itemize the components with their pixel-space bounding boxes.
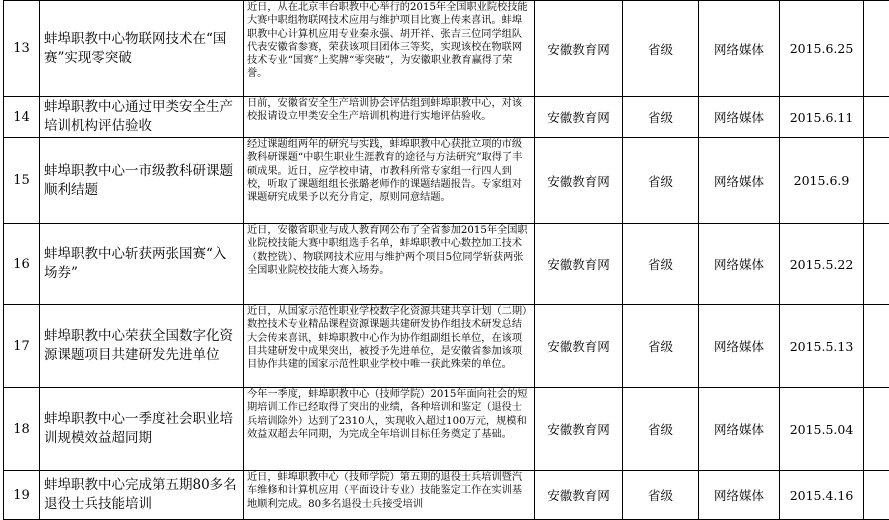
- row-number: 17: [4, 305, 40, 388]
- news-table: [3, 0, 889, 520]
- coverage-level: 省级: [623, 305, 699, 388]
- news-summary: [244, 388, 535, 471]
- news-summary-text: 日前，安徽省安全生产培训协会评估组到蚌埠职教中心，对该校报请设立甲类安全生产培训机构进行实地评估验收。: [247, 97, 531, 135]
- media-type: 网络媒体: [699, 388, 780, 471]
- media-type: 网络媒体: [699, 471, 780, 520]
- news-summary: [244, 1, 535, 97]
- remarks-cell: [864, 138, 889, 224]
- news-summary-text: 近日，安徽省职业与成人教育网公布了全省参加2015年全国职业院校技能大赛中职组选手名单，蚌埠职教中心数控加工技术（数控铣）、物联网技术应用与维护两个项目5位同学斩获两张全国职业院校技能大赛入场券。: [247, 224, 531, 302]
- table-row: [4, 97, 889, 138]
- coverage-level: 省级: [623, 138, 699, 224]
- row-number: 14: [4, 97, 40, 138]
- news-title: 蚌埠职教中心荣获全国数字化资源课题项目共建研发先进单位: [40, 305, 244, 388]
- source-site: 安徽教育网: [535, 388, 623, 471]
- table-row: [4, 305, 889, 388]
- publish-date: 2015.6.25: [780, 1, 864, 97]
- table-row: [4, 471, 889, 520]
- coverage-level: 省级: [623, 97, 699, 138]
- news-summary-text: 近日，蚌埠职教中心（技师学院）第五期的退役士兵培训暨汽车维修和计算机应用（平面设计专业）技能鉴定工作在实训基地顺利完成。80多名退役士兵接受培训: [247, 471, 531, 517]
- table-row: [4, 1, 889, 97]
- news-summary-text: 今年一季度，蚌埠职教中心（技师学院）2015年面向社会的短期培训工作已经取得了突出的业绩，各种培训和鉴定（退役士兵培训除外）达到了2310人，实现收入超过100万元，规模和效益双超去年同期，为完成全年培训目标任务奠定了基础。: [247, 388, 531, 468]
- news-summary: [244, 305, 535, 388]
- news-summary-text: 近日，从国家示范性职业学校数字化资源共建共享计划（二期）数控技术专业精品课程资源课题共建研发协作组技术研发总结大会传来喜讯，蚌埠职教中心作为协作组副组长单位，在该项目共建研发中成果突出，被授予先进单位，是安徽省参加该项目协作共建的国家示范性职业学校中唯一获此殊荣的单位。: [247, 305, 531, 385]
- publish-date: 2015.5.13: [780, 305, 864, 388]
- media-type: 网络媒体: [699, 224, 780, 305]
- news-title: 蚌埠职教中心一季度社会职业培训规模效益超同期: [40, 388, 244, 471]
- source-site: 安徽教育网: [535, 305, 623, 388]
- remarks-cell: [864, 471, 889, 520]
- table-row: [4, 138, 889, 224]
- publish-date: 2015.5.22: [780, 224, 864, 305]
- row-number: 13: [4, 1, 40, 97]
- news-title: 蚌埠职教中心斩获两张国赛“入场券”: [40, 224, 244, 305]
- publish-date: 2015.6.9: [780, 138, 864, 224]
- remarks-cell: [864, 388, 889, 471]
- news-summary: [244, 224, 535, 305]
- news-summary-text: 经过课题组两年的研究与实践，蚌埠职教中心获批立项的市级教科研课题“中职生职业生涯教育的途径与方法研究”取得了丰硕成果。近日，应学校申请，市教科所常专家组一行四人到校，听取了课题组组长张璐老师作的课题结题报告。专家组对课题研究成果予以充分肯定，原则同意结题。: [247, 138, 531, 221]
- publish-date: 2015.6.11: [780, 97, 864, 138]
- table-row: [4, 224, 889, 305]
- table-row: [4, 388, 889, 471]
- news-title: 蚌埠职教中心一市级教科研课题顺利结题: [40, 138, 244, 224]
- remarks-cell: [864, 224, 889, 305]
- news-summary-text: 近日，从在北京丰台职教中心举行的2015年全国职业院校技能大赛中职组物联网技术应用与维护项目比赛上传来喜讯。蚌埠职教中心计算机应用专业秦永强、胡开祥、张吉三位同学组队代表安徽省参赛，荣获该项目团体三等奖，实现该校在物联网技术专业“国赛”上奖牌“零突破”，为安徽职业教育赢得了荣誉。: [247, 1, 531, 94]
- coverage-level: 省级: [623, 388, 699, 471]
- news-table-body: [4, 1, 889, 520]
- coverage-level: 省级: [623, 471, 699, 520]
- news-summary: [244, 138, 535, 224]
- source-site: 安徽教育网: [535, 97, 623, 138]
- coverage-level: 省级: [623, 1, 699, 97]
- news-title: 蚌埠职教中心物联网技术在“国赛”实现零突破: [40, 1, 244, 97]
- media-type: 网络媒体: [699, 138, 780, 224]
- source-site: 安徽教育网: [535, 224, 623, 305]
- publish-date: 2015.4.16: [780, 471, 864, 520]
- media-type: 网络媒体: [699, 1, 780, 97]
- news-title: 蚌埠职教中心完成第五期80多名退役士兵技能培训: [40, 471, 244, 520]
- news-title: 蚌埠职教中心通过甲类安全生产培训机构评估验收: [40, 97, 244, 138]
- row-number: 15: [4, 138, 40, 224]
- news-summary: [244, 471, 535, 520]
- publish-date: 2015.5.04: [780, 388, 864, 471]
- remarks-cell: [864, 1, 889, 97]
- source-site: 安徽教育网: [535, 1, 623, 97]
- source-site: 安徽教育网: [535, 138, 623, 224]
- remarks-cell: [864, 97, 889, 138]
- remarks-cell: [864, 305, 889, 388]
- coverage-level: 省级: [623, 224, 699, 305]
- row-number: 18: [4, 388, 40, 471]
- row-number: 16: [4, 224, 40, 305]
- source-site: 安徽教育网: [535, 471, 623, 520]
- media-type: 网络媒体: [699, 305, 780, 388]
- row-number: 19: [4, 471, 40, 520]
- news-summary: [244, 97, 535, 138]
- media-type: 网络媒体: [699, 97, 780, 138]
